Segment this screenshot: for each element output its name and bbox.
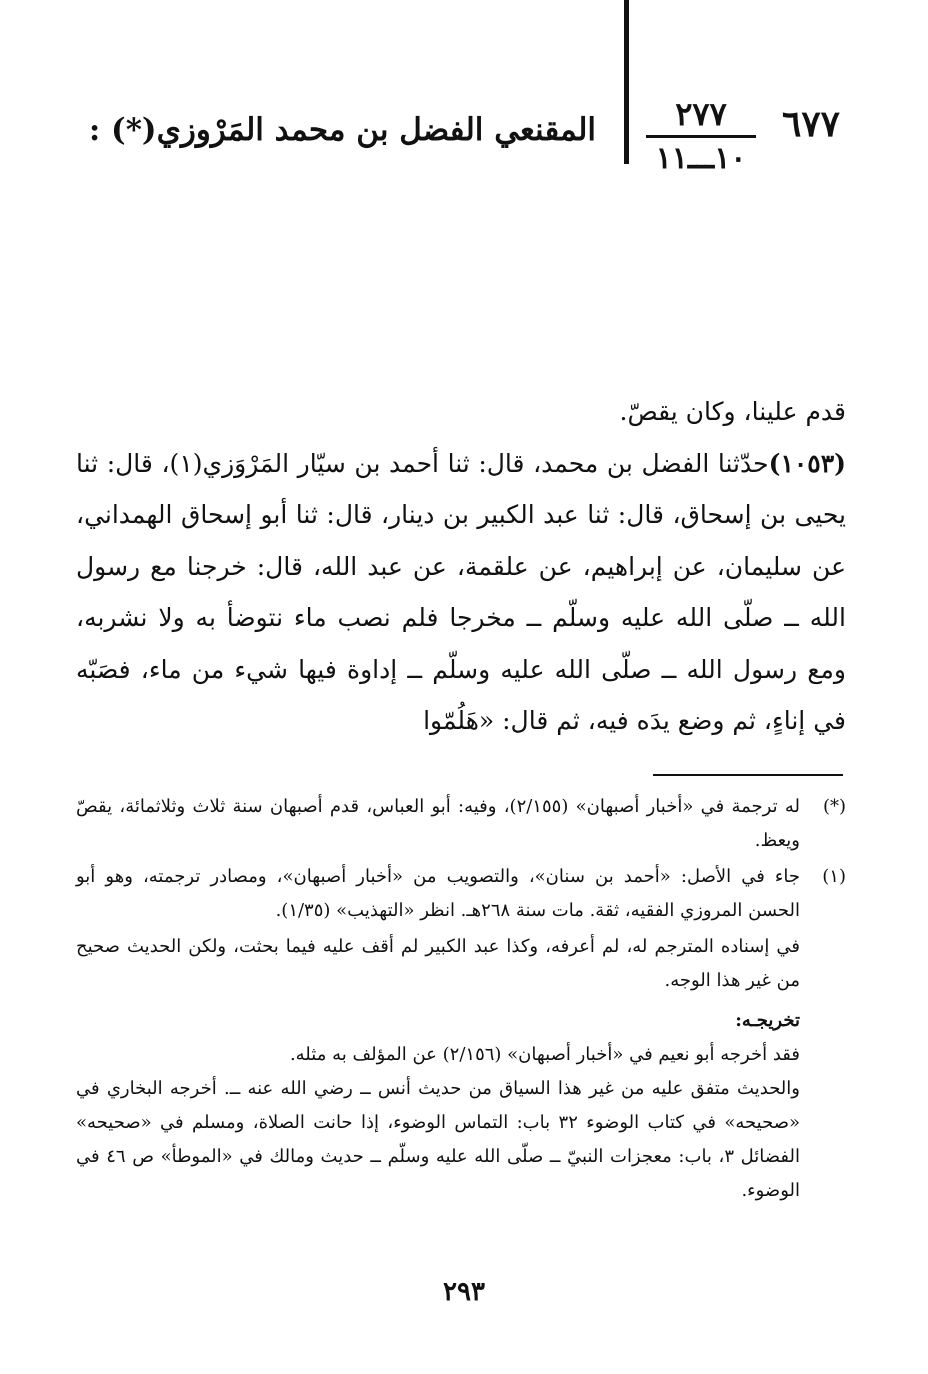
main-text [76,386,846,747]
takhrij-section [76,1004,846,1208]
hadith-text: حدّثنا الفضل بن محمد، قال: ثنا أحمد بن سيّار المَرْوَزي(١)، قال: ثنا يحيى بن إسحاق، قال: ثنا عبد الكبير بن دينار، قال: ثنا أبو إسحاق الهمداني، عن سليمان، عن إبراهيم، عن علقمة، عن عبد الله، قال: خرجنا مع رسول الله ــ صلّى الله عليه وسلّم ــ مخرجا فلم نصب ماء نتوضأ به ولا نشربه، ومع رسول الله ــ صلّى الله عليه وسلّم ــ إداوة فيها شيء من ماء، فصَبّه في إناءٍ، ثم وضع يدَه فيه، ثم قال: «هَلُمّوا [76,448,846,735]
fraction-numerator: ٢٧٧ [675,95,727,133]
header-vertical-rule [624,0,629,164]
entry-title: المقنعي الفضل بن محمد المَرْوزي(*) : [88,112,596,148]
page-number: ٢٩٣ [443,1277,485,1307]
takhrij-line-2: والحديث متفق عليه من غير هذا السياق من حديث أنس ــ رضي الله عنه ــ. أخرجه البخاري في «صحيحه» في كتاب الوضوء ٣٢ باب: التماس الوضوء، إذا حانت الصلاة، ومسلم في «صحيحه» الفضائل ٣، باب: معجزات النبيّ ــ صلّى الله عليه وسلّم ــ حديث ومالك في «الموطأ» ص ٤٦ في الوضوء. [76,1078,800,1201]
footnote-text: له ترجمة في «أخبار أصبهان» (٢/١٥٥)، وفيه: أبو العباس، قدم أصبهان سنة ثلاث وثلاثمائة، يقصّ ويعظ. [76,796,800,851]
footnote-separator [653,774,843,776]
footnote-one [76,860,846,928]
footnote-star [76,790,846,858]
volume-part-fraction [646,96,756,176]
fraction-bar [646,135,756,138]
takhrij-line-1: فقد أخرجه أبو نعيم في «أخبار أصبهان» (٢/١٥٦) عن المؤلف به مثله. [289,1044,800,1065]
footnote-text: جاء في الأصل: «أحمد بن سنان»، والتصويب من «أخبار أصبهان»، ومصادر ترجمته، وهو أبو الحسن المروزي الفقيه، ثقة. مات سنة ٢٦٨هـ. انظر «التهذيب» (١/٣٥). [76,866,800,921]
fraction-denominator: ١٠ـــ١١ [655,141,747,176]
entry-number: ٦٧٧ [781,103,840,145]
hadith-number: (١٠٥٣) [768,448,846,478]
footnote-marker: (*) [822,796,846,817]
takhrij-label: تخريجـه: [735,1010,800,1031]
footnote-marker: (١) [822,866,846,887]
intro-line: قدم علينا، وكان يقصّ. [619,397,846,426]
footnote-one-continuation: في إسناده المترجم له، لم أعرفه، وكذا عبد الكبير لم أقف عليه فيما بحثت، ولكن الحديث صحيح من غير هذا الوجه. [76,936,800,991]
hadith-paragraph [76,438,846,747]
footnotes [76,790,846,1208]
